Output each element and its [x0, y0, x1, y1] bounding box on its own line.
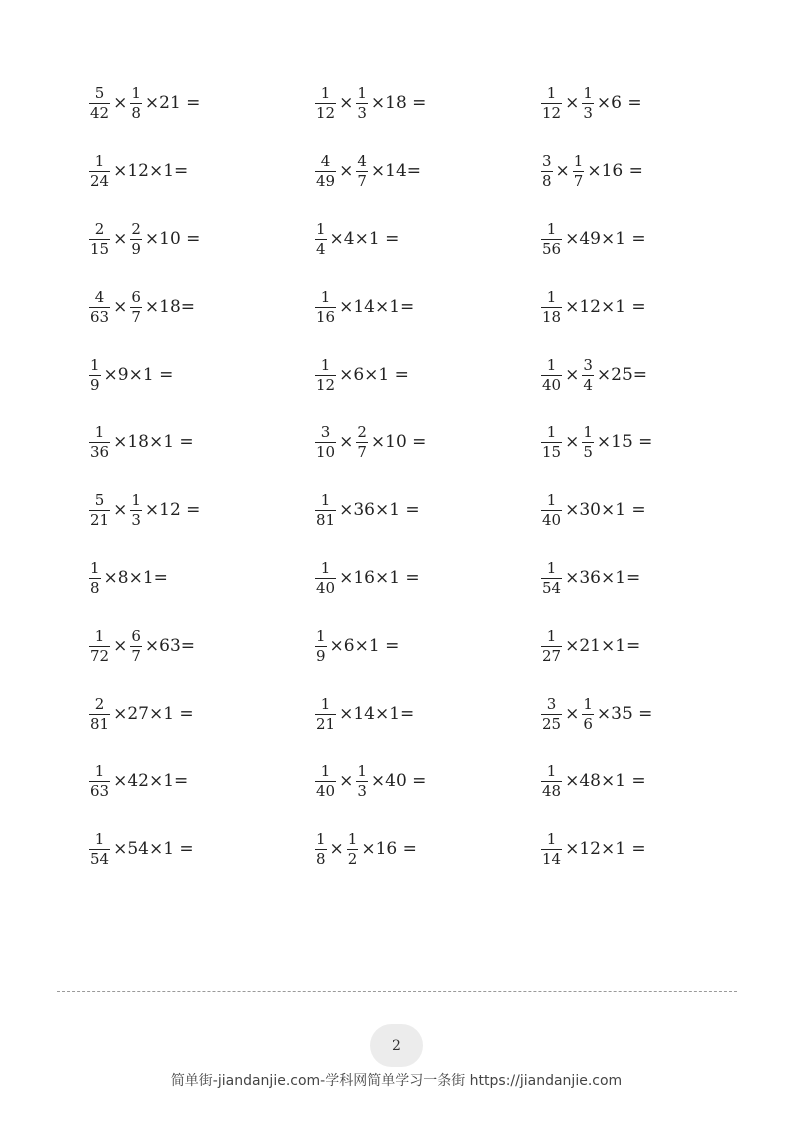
- fraction-denominator: 7: [573, 172, 584, 191]
- problem-tail: ×14×1=: [339, 703, 415, 724]
- math-problem: [315, 70, 541, 138]
- fraction: [89, 219, 110, 258]
- multiply-sign: ×: [565, 93, 580, 114]
- fraction-denominator: 21: [90, 511, 110, 530]
- fraction-numerator: 1: [320, 491, 331, 510]
- problem-tail: ×15 =: [596, 432, 653, 453]
- fraction-denominator: 49: [316, 172, 336, 191]
- math-problem: [541, 341, 769, 409]
- fraction-denominator: 36: [90, 443, 110, 462]
- problem-tail: ×6×1 =: [329, 635, 400, 656]
- fraction-denominator: 42: [90, 104, 110, 123]
- math-problem: [541, 273, 769, 341]
- fraction-denominator: 12: [316, 375, 336, 394]
- math-problem: [541, 206, 769, 274]
- fraction-numerator: 1: [94, 626, 105, 645]
- problem-tail: ×14=: [370, 161, 422, 182]
- fraction: [541, 355, 562, 394]
- fraction-numerator: 1: [320, 287, 331, 306]
- fraction-numerator: 1: [583, 84, 593, 103]
- fraction-denominator: 9: [131, 239, 141, 258]
- multiply-sign: ×: [113, 635, 128, 656]
- problem-tail: ×40 =: [370, 771, 427, 792]
- problem-tail: ×8×1=: [103, 567, 168, 588]
- fraction-numerator: 1: [94, 762, 105, 781]
- fraction-numerator: 3: [542, 152, 552, 171]
- fraction-numerator: 1: [546, 830, 557, 849]
- fraction: [541, 219, 562, 258]
- math-problem: [541, 409, 769, 477]
- fraction: [347, 832, 359, 867]
- problem-tail: ×21 =: [144, 93, 201, 114]
- fraction: [582, 355, 594, 394]
- fraction-denominator: 4: [316, 239, 326, 258]
- fraction: [89, 832, 110, 867]
- fraction-denominator: 15: [90, 239, 110, 258]
- multiply-sign: ×: [113, 93, 128, 114]
- multiply-sign: ×: [113, 228, 128, 249]
- multiply-sign: ×: [113, 500, 128, 521]
- fraction-numerator: 4: [357, 152, 367, 171]
- fraction: [315, 626, 327, 665]
- fraction: [541, 764, 562, 799]
- fraction-numerator: 1: [357, 762, 367, 781]
- fraction-denominator: 27: [542, 646, 562, 665]
- problem-tail: ×12 =: [144, 500, 201, 521]
- fraction: [541, 287, 562, 326]
- fraction: [89, 287, 110, 326]
- fraction-denominator: 15: [542, 443, 562, 462]
- fraction-numerator: 1: [583, 694, 593, 713]
- fraction: [315, 287, 336, 326]
- problem-tail: ×30×1 =: [565, 500, 646, 521]
- fraction: [541, 558, 562, 597]
- math-problem: [315, 748, 541, 816]
- fraction: [315, 154, 336, 189]
- fraction: [315, 493, 336, 528]
- fraction-numerator: 1: [90, 355, 100, 374]
- fraction-denominator: 8: [316, 850, 326, 869]
- fraction-numerator: 6: [131, 626, 141, 645]
- fraction-denominator: 5: [583, 443, 593, 462]
- fraction-numerator: 1: [546, 491, 557, 510]
- fraction: [582, 425, 594, 460]
- fraction: [130, 626, 142, 665]
- fraction: [582, 86, 594, 121]
- fraction-denominator: 56: [542, 239, 562, 258]
- fraction: [541, 86, 562, 121]
- page-number-badge: [370, 1024, 423, 1067]
- math-problem: [89, 612, 315, 680]
- fraction-numerator: 1: [320, 355, 331, 374]
- fraction: [582, 694, 594, 733]
- fraction: [89, 355, 101, 394]
- math-problem: [541, 748, 769, 816]
- fraction: [356, 764, 368, 799]
- problem-tail: ×12×1 =: [565, 839, 646, 860]
- fraction-numerator: 3: [546, 694, 557, 713]
- fraction-denominator: 40: [316, 578, 336, 597]
- math-problem: [315, 612, 541, 680]
- math-problem: [89, 206, 315, 274]
- fraction: [541, 493, 562, 528]
- problem-tail: ×9×1 =: [103, 364, 174, 385]
- fraction: [315, 832, 327, 867]
- math-problem: [315, 680, 541, 748]
- fraction: [541, 154, 553, 189]
- fraction-numerator: 3: [320, 423, 331, 442]
- fraction-denominator: 54: [542, 578, 562, 597]
- multiply-sign: ×: [339, 93, 354, 114]
- math-problem: [89, 409, 315, 477]
- multiply-sign: ×: [565, 432, 580, 453]
- fraction-denominator: 3: [357, 782, 367, 801]
- problem-tail: ×6 =: [596, 93, 642, 114]
- fraction-numerator: 1: [583, 423, 593, 442]
- problem-tail: ×14×1=: [339, 296, 415, 317]
- fraction-numerator: 1: [316, 219, 326, 238]
- fraction-denominator: 3: [131, 511, 141, 530]
- fraction-numerator: 1: [94, 152, 105, 171]
- fraction: [89, 86, 110, 121]
- multiply-sign: ×: [565, 703, 580, 724]
- fraction-numerator: 1: [90, 558, 100, 577]
- fraction-numerator: 1: [546, 219, 557, 238]
- fraction: [315, 764, 336, 799]
- problem-tail: ×42×1=: [113, 771, 189, 792]
- fraction: [130, 287, 142, 326]
- fraction-denominator: 12: [316, 104, 336, 123]
- math-problem: [89, 816, 315, 884]
- math-problem: [541, 545, 769, 613]
- fraction-denominator: 2: [347, 850, 358, 869]
- problem-tail: ×18 =: [370, 93, 427, 114]
- problem-tail: ×25=: [596, 364, 648, 385]
- fraction-denominator: 81: [316, 511, 336, 530]
- divider-dashed-line: [57, 991, 737, 992]
- fraction-numerator: 1: [546, 558, 557, 577]
- multiply-sign: ×: [555, 161, 570, 182]
- fraction-numerator: 4: [320, 152, 331, 171]
- problem-tail: ×6×1 =: [339, 364, 409, 385]
- math-problem: [315, 138, 541, 206]
- fraction-denominator: 14: [542, 850, 562, 869]
- fraction-numerator: 2: [131, 219, 141, 238]
- problem-tail: ×35 =: [596, 703, 653, 724]
- fraction-numerator: 2: [357, 423, 367, 442]
- problem-tail: ×36×1 =: [339, 500, 420, 521]
- fraction-denominator: 72: [90, 646, 110, 665]
- fraction-denominator: 8: [90, 578, 100, 597]
- problem-tail: ×18=: [144, 296, 196, 317]
- math-problem: [315, 273, 541, 341]
- fraction: [315, 355, 336, 394]
- math-problem: [89, 680, 315, 748]
- multiply-sign: ×: [339, 161, 354, 182]
- math-problem: [541, 816, 769, 884]
- math-problem: [315, 477, 541, 545]
- fraction: [89, 425, 110, 460]
- fraction-denominator: 10: [316, 443, 336, 462]
- problem-tail: ×16×1 =: [339, 567, 420, 588]
- fraction-denominator: 3: [583, 104, 593, 123]
- problem-tail: ×18×1 =: [113, 432, 194, 453]
- fraction-numerator: 1: [131, 491, 141, 510]
- fraction-numerator: 1: [320, 762, 331, 781]
- page-number: 2: [392, 1037, 401, 1054]
- fraction-numerator: 1: [316, 830, 326, 849]
- fraction-numerator: 1: [546, 423, 557, 442]
- problem-tail: ×49×1 =: [565, 228, 646, 249]
- math-problem: [541, 70, 769, 138]
- fraction-denominator: 16: [316, 307, 336, 326]
- math-problem: [315, 816, 541, 884]
- fraction-denominator: 63: [90, 782, 110, 801]
- fraction-numerator: 5: [94, 491, 105, 510]
- fraction-numerator: 1: [320, 558, 331, 577]
- fraction-numerator: 2: [94, 694, 105, 713]
- fraction: [89, 154, 110, 189]
- fraction: [541, 832, 562, 867]
- fraction: [356, 154, 368, 189]
- problem-tail: ×10 =: [370, 432, 427, 453]
- fraction-denominator: 6: [583, 714, 593, 733]
- footer-text: 简单街-jiandanjie.com-学科网简单学习一条街 https://jiandanjie.com: [170, 1073, 623, 1089]
- problem-tail: ×12×1 =: [565, 296, 646, 317]
- fraction-numerator: 1: [347, 830, 358, 849]
- math-problem: [89, 477, 315, 545]
- problem-grid: [89, 70, 769, 884]
- multiply-sign: ×: [565, 364, 580, 385]
- fraction-numerator: 1: [131, 84, 141, 103]
- fraction-denominator: 7: [131, 646, 141, 665]
- fraction-numerator: 1: [94, 830, 105, 849]
- fraction-denominator: 7: [357, 443, 367, 462]
- fraction: [315, 86, 336, 121]
- fraction-numerator: 1: [357, 84, 367, 103]
- fraction-denominator: 7: [357, 172, 367, 191]
- fraction-denominator: 63: [90, 307, 110, 326]
- fraction: [573, 154, 585, 189]
- math-problem: [89, 341, 315, 409]
- fraction: [356, 86, 368, 121]
- math-problem: [89, 273, 315, 341]
- problem-tail: ×10 =: [144, 228, 201, 249]
- math-problem: [315, 341, 541, 409]
- fraction-numerator: 1: [546, 355, 557, 374]
- problem-tail: ×16 =: [587, 161, 643, 182]
- fraction: [315, 219, 327, 258]
- fraction-denominator: 9: [316, 646, 326, 665]
- math-problem: [89, 70, 315, 138]
- math-problem: [89, 545, 315, 613]
- fraction: [541, 425, 562, 460]
- fraction-denominator: 9: [90, 375, 100, 394]
- problem-tail: ×48×1 =: [565, 771, 646, 792]
- fraction-denominator: 8: [542, 172, 552, 191]
- problem-tail: ×27×1 =: [113, 703, 194, 724]
- fraction-denominator: 81: [90, 714, 110, 733]
- fraction-numerator: 1: [546, 287, 557, 306]
- fraction-denominator: 7: [131, 307, 141, 326]
- fraction-numerator: 3: [583, 355, 593, 374]
- fraction: [130, 86, 142, 121]
- fraction-denominator: 48: [542, 782, 562, 801]
- fraction-numerator: 2: [94, 219, 105, 238]
- fraction-numerator: 5: [94, 84, 105, 103]
- fraction-denominator: 8: [131, 104, 141, 123]
- math-problem: [315, 409, 541, 477]
- math-problem: [541, 138, 769, 206]
- multiply-sign: ×: [329, 839, 344, 860]
- fraction: [89, 493, 110, 528]
- fraction: [89, 694, 110, 733]
- fraction-denominator: 40: [316, 782, 336, 801]
- fraction-numerator: 1: [546, 762, 557, 781]
- fraction: [89, 626, 110, 665]
- fraction: [315, 425, 336, 460]
- fraction-numerator: 1: [320, 84, 331, 103]
- fraction: [315, 694, 336, 733]
- fraction-denominator: 4: [583, 375, 593, 394]
- problem-tail: ×63=: [144, 635, 196, 656]
- fraction: [356, 425, 368, 460]
- math-problem: [541, 612, 769, 680]
- fraction-denominator: 25: [542, 714, 562, 733]
- fraction-denominator: 12: [542, 104, 562, 123]
- fraction-denominator: 40: [542, 375, 562, 394]
- fraction-numerator: 4: [94, 287, 105, 306]
- fraction: [89, 558, 101, 597]
- fraction-numerator: 1: [573, 152, 584, 171]
- fraction: [315, 558, 336, 597]
- multiply-sign: ×: [113, 296, 128, 317]
- problem-tail: ×16 =: [361, 839, 417, 860]
- problem-tail: ×4×1 =: [329, 228, 400, 249]
- fraction: [89, 764, 110, 799]
- fraction-denominator: 40: [542, 511, 562, 530]
- fraction-denominator: 18: [542, 307, 562, 326]
- fraction-numerator: 1: [546, 626, 557, 645]
- math-problem: [541, 477, 769, 545]
- problem-tail: ×12×1=: [113, 161, 189, 182]
- multiply-sign: ×: [339, 432, 354, 453]
- math-problem: [315, 545, 541, 613]
- math-problem: [315, 206, 541, 274]
- problem-tail: ×21×1=: [565, 635, 641, 656]
- fraction-numerator: 6: [131, 287, 141, 306]
- fraction-denominator: 21: [316, 714, 336, 733]
- math-problem: [541, 680, 769, 748]
- fraction-denominator: 54: [90, 850, 110, 869]
- fraction-numerator: 1: [546, 84, 557, 103]
- fraction-numerator: 1: [94, 423, 105, 442]
- fraction-numerator: 1: [316, 626, 326, 645]
- math-problem: [89, 748, 315, 816]
- problem-tail: ×36×1=: [565, 567, 641, 588]
- multiply-sign: ×: [339, 771, 354, 792]
- fraction-numerator: 1: [320, 694, 331, 713]
- fraction-denominator: 3: [357, 104, 367, 123]
- math-problem: [89, 138, 315, 206]
- fraction: [541, 694, 562, 733]
- fraction-denominator: 24: [90, 172, 110, 191]
- fraction: [541, 626, 562, 665]
- fraction: [130, 493, 142, 528]
- problem-tail: ×54×1 =: [113, 839, 194, 860]
- fraction: [130, 219, 142, 258]
